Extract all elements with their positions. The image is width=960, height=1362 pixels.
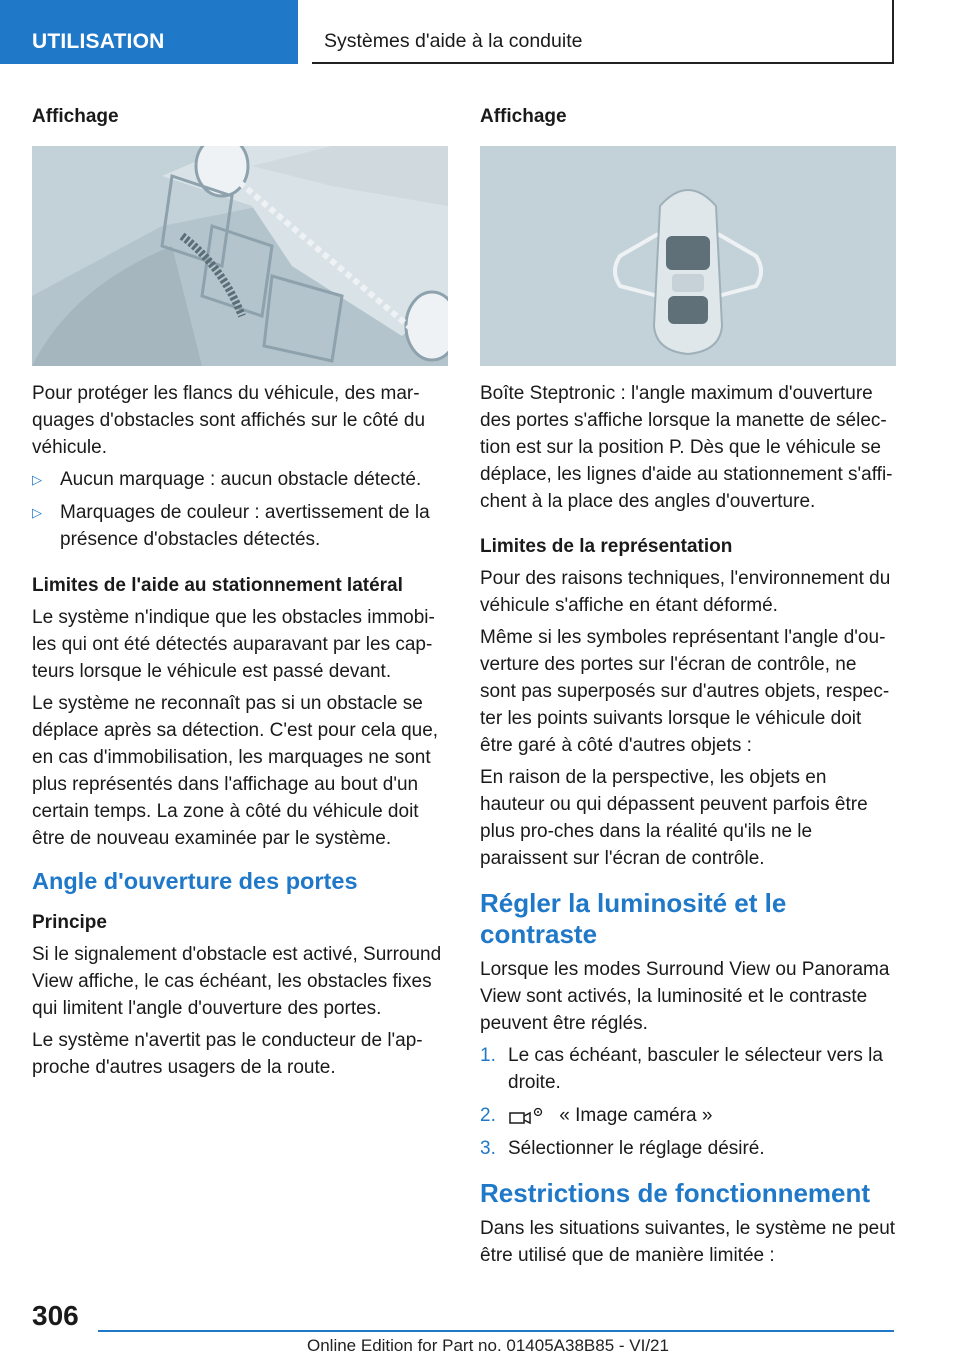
section-tab [0, 0, 298, 64]
left-column [32, 104, 448, 1086]
limits-para-1: Le système n'indique que les obstacles immobi-les qui ont été détectés auparavant par les cap-teurs lorsque le véhicule est passé devant. [32, 607, 435, 682]
step-number: 1. [480, 1045, 496, 1066]
bullet-text: Aucun marquage : aucun obstacle détecté. [60, 469, 422, 490]
representation-para-1: Pour des raisons techniques, l'environnement du véhicule s'affiche en étant déformé. [480, 568, 891, 616]
page-number: 306 [32, 1300, 79, 1331]
section-title: UTILISATION [32, 30, 165, 53]
bullet-text: Marquages de couleur : avertissement de la présence d'obstacles détectés. [60, 502, 430, 550]
top-view-door-angle-illustration [480, 146, 896, 366]
brightness-para: Lorsque les modes Surround View ou Panorama View sont activés, la luminosité et le contraste peuvent être réglés. [480, 959, 890, 1034]
representation-title: Limites de la représentation [480, 536, 733, 557]
step-item [480, 1042, 896, 1096]
step-text: Sélectionner le réglage désiré. [508, 1138, 765, 1159]
representation-para-2: Même si les symboles représentant l'angle d'ou-verture des portes sur l'écran de contrôle, ne sont pas superposés sur d'autres objets, respec-ter les points suivants lorsque le véhicule doit être garé à côté d'autres objets : [480, 627, 890, 756]
triangle-right-icon: ▷ [32, 505, 42, 520]
right-column [480, 104, 896, 1274]
left-para-1: Pour protéger les flancs du véhicule, des mar-quages d'obstacles sont affichés sur le côté du véhicule. [32, 383, 426, 458]
display-title: Affichage [480, 106, 567, 127]
bullet-item [32, 499, 448, 553]
step-text: Le cas échéant, basculer le sélecteur vers la droite. [508, 1045, 883, 1093]
restrictions-para: Dans les situations suivantes, le système ne peut être utilisé que de manière limitée : [480, 1218, 896, 1266]
display-title: Affichage [32, 106, 119, 127]
footer-rule [98, 1330, 894, 1332]
step-item [480, 1102, 896, 1129]
step-number: 2. [480, 1105, 496, 1126]
brightness-heading: Régler la luminosité et le contraste [480, 888, 787, 949]
chapter-tab [312, 0, 894, 64]
step-text: « Image caméra » [559, 1105, 713, 1126]
step-item [480, 1135, 896, 1162]
limits-para-2: Le système ne reconnaît pas si un obstacle se déplace après sa détection. C'est pour cela que, en cas d'immobilisation, les marquages ne sont plus représentés dans l'affichage au bout d'un certain temps. La zone à côté du véhicule doit être de nouveau examinée par le système. [32, 693, 439, 849]
principle-title: Principe [32, 912, 107, 933]
step-number: 3. [480, 1138, 496, 1159]
chapter-title: Systèmes d'aide à la conduite [324, 30, 583, 52]
principle-para-2: Le système n'avertit pas le conducteur de l'ap-proche d'autres usagers de la route. [32, 1030, 423, 1078]
restrictions-heading: Restrictions de fonctionnement [480, 1178, 871, 1208]
side-view-illustration [32, 146, 448, 366]
representation-para-3: En raison de la perspective, les objets en hauteur ou qui dépassent peuvent parfois être plus pro-ches dans la réalité qu'ils ne le paraissent sur l'écran de contrôle. [480, 767, 868, 869]
right-para-1: Boîte Steptronic : l'angle maximum d'ouverture des portes s'affiche lorsque la manette de sélec-tion est sur la position P. Dès que le véhicule se déplace, les lignes d'aide au stationnement s'affi-chent à la place des angles d'ouverture. [480, 383, 893, 512]
edition-footer: Online Edition for Part no. 01405A38B85 - VI/21 [307, 1336, 669, 1355]
door-angle-heading: Angle d'ouverture des portes [32, 868, 358, 894]
limits-title: Limites de l'aide au stationnement latéral [32, 575, 403, 596]
bullet-item [32, 466, 448, 493]
camera-settings-icon [508, 1105, 544, 1127]
principle-para-1: Si le signalement d'obstacle est activé, Surround View affiche, le cas échéant, les obstacles fixes qui limitent l'angle d'ouverture des portes. [32, 944, 442, 1019]
triangle-right-icon: ▷ [32, 472, 42, 487]
